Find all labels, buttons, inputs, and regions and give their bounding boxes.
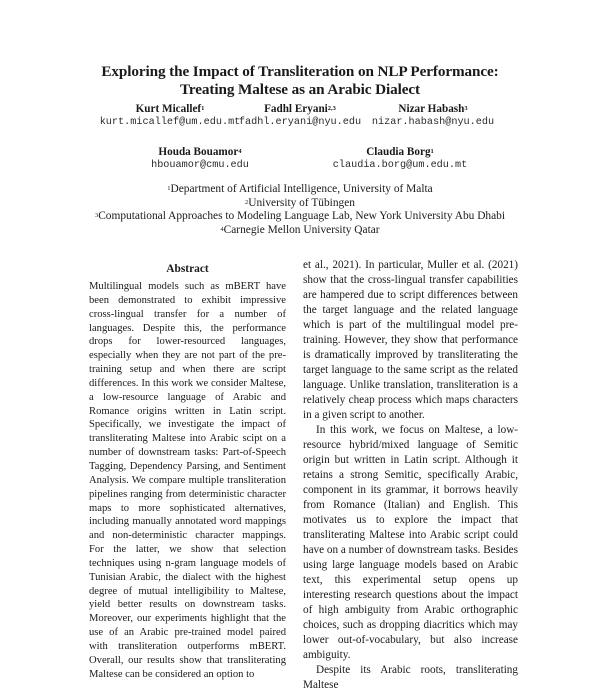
affiliation-line: $^1$Department of Artificial Intelligence, University of Malta <box>167 183 433 195</box>
abstract-heading: Abstract <box>166 263 209 275</box>
author-email: hbouamor@cmu.edu <box>151 160 249 171</box>
author-affil-sup: 1 <box>430 148 434 155</box>
right-column <box>303 258 518 693</box>
title-line-2: Treating Maltese as an Arabic Dialect <box>180 80 420 98</box>
author-block <box>100 146 300 173</box>
author-email: fadhl.eryani@nyu.edu <box>238 117 362 128</box>
abstract-body: Multilingual models such as mBERT have been demonstrated to exhibit impressive cross-lingual transfer for a number of languages. Despite this, the performance drops for lower-resourced languages, especially when they are not part of the pre-training setup and when there are script differences. In this work we consider Maltese, a low-resource language of Arabic and Romance origins written in Latin script. Specifically, we investigate the impact of transliterating Maltese into Arabic scipt on a number of downstream tasks: Part-of-Speech Tagging, Dependency Parsing, and Sentiment Analysis. We compare multiple transliteration pipelines ranging from deterministic character maps to more sophisticated alternatives, including manually annotated word mappings and non-deterministic character mappings. For the latter, we show that selection techniques using n-gram language models of Tunisian Arabic, the dialect with the highest degree of mutual intelligibility to Maltese, yield better results on downstream tasks. Moreover, our experiments highlight that the use of an Arabic pre-trained model paired with transliteration outperforms mBERT. Overall, our results show that transliterating Maltese can be considered an option to <box>89 281 286 680</box>
intro-paragraph: In this work, we focus on Maltese, a low-resource hybrid/mixed language of Semitic origin but written in Latin script. Although it retains a strong Semitic, specifically Arabic, component in its grammar, it borrows heavily from Romance (Italian) and English. This motivates us to explore the impact that transliterating Maltese into Arabic script could have on a number of downstream tasks. Besides using large language models based on Arabic text, this experimental setup opens up interesting research questions about the impact of high ambiguity from Arabic orthographic choices, such as dropping diacritics which may lower out-of-vocabulary, but also increase ambiguity. <box>303 424 518 661</box>
author-affil-sup: 4 <box>238 148 242 155</box>
affiliation-line: $^4$Carnegie Mellon University Qatar <box>220 223 380 236</box>
author-name: Fadhl Eryani <box>264 103 328 115</box>
author-affil-sup: 3 <box>464 105 468 112</box>
affiliation-line: $^2$University of Tübingen <box>245 196 355 209</box>
affiliation-line: $^3$Computational Approaches to Modeling Language Lab, New York University Abu Dhabi <box>94 210 506 223</box>
title-line-1: Exploring the Impact of Transliteration on NLP Performance: <box>101 63 499 80</box>
author-email: nizar.habash@nyu.edu <box>371 117 495 128</box>
author-block <box>300 146 500 173</box>
author-email: kurt.micallef@um.edu.mt <box>99 117 241 128</box>
author-name: Kurt Micallef <box>135 103 202 115</box>
author-block <box>333 103 533 130</box>
author-affil-sup: 1 <box>201 105 205 112</box>
paper-title <box>0 63 600 98</box>
author-name: Houda Bouamor <box>158 146 239 158</box>
author-name: Nizar Habash <box>398 103 465 115</box>
affiliations <box>0 183 600 237</box>
left-column <box>89 262 286 681</box>
author-email: claudia.borg@um.edu.mt <box>332 160 468 171</box>
author-name: Claudia Borg <box>366 146 431 158</box>
author-affil-sup: 2,3 <box>327 105 336 112</box>
intro-paragraph: Despite its Arabic roots, transliterating Maltese <box>303 664 518 691</box>
intro-paragraph: et al., 2021). In particular, Muller et al. (2021) show that the cross-lingual transfer capabilities are hampered due to script differences between the target language and the related language which is part of the multilingual model pre-training. However, they show that performance is dramatically improved by transliterating the target language to the same script as the related language. Unlike translation, transliteration is a relatively cheap process which maps characters in a given script to another. <box>303 259 518 421</box>
